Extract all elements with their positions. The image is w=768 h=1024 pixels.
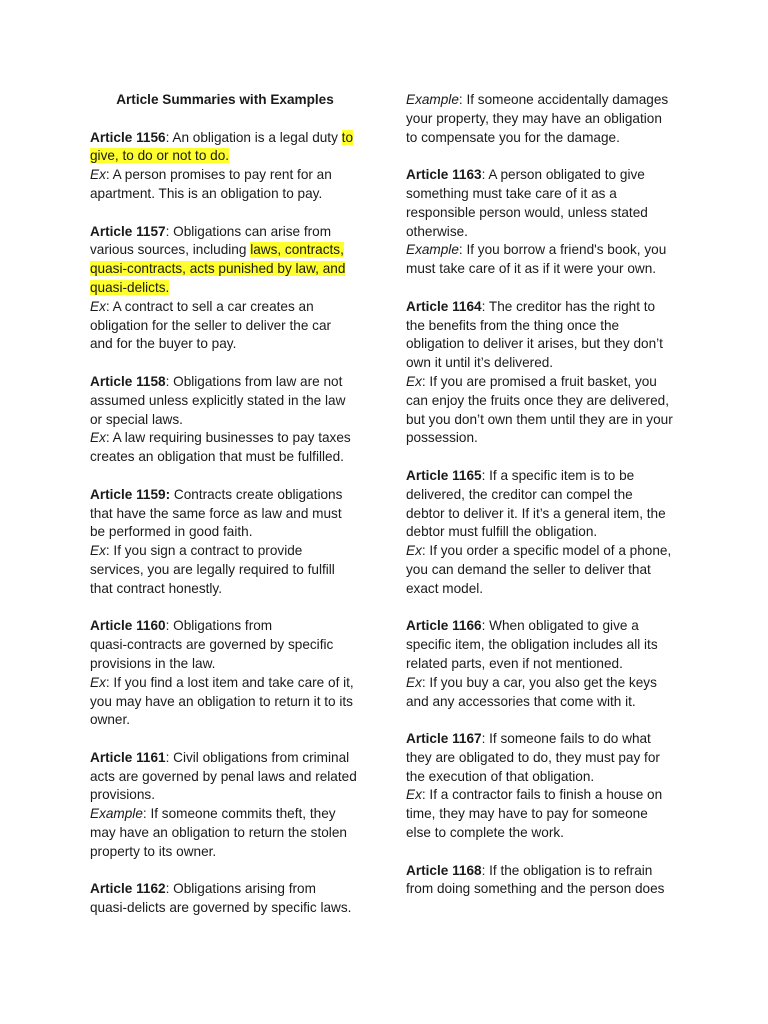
body-text: : An obligation is a legal duty <box>165 129 342 145</box>
body-text: that have the same force as law and must <box>90 505 342 521</box>
text-line <box>90 711 370 730</box>
article-number: Article 1168 <box>406 862 482 878</box>
text-line <box>406 580 686 599</box>
body-text: else to complete the work. <box>406 825 564 841</box>
text-line <box>90 655 370 674</box>
text-line <box>406 260 686 279</box>
body-text: specific item, the obligation includes all its <box>406 637 658 653</box>
text-line <box>90 580 370 599</box>
article-number: Article 1156 <box>90 129 166 145</box>
text-line <box>90 523 370 542</box>
body-text: and any accessories that come with it. <box>406 693 636 709</box>
text-line <box>90 241 370 260</box>
body-text: obligation for the seller to deliver the car <box>90 317 332 333</box>
body-text: your property, they may have an obligation <box>406 110 662 126</box>
body-text: that contract honestly. <box>90 580 222 596</box>
body-text: quasi-contracts are governed by specific <box>90 637 334 653</box>
text-line <box>90 843 370 862</box>
body-text: : If you order a specific model of a phone, <box>421 543 672 559</box>
body-text: but you don’t own them until they are in your <box>406 411 673 427</box>
text-line <box>90 505 370 524</box>
article-paragraph <box>406 91 686 147</box>
example-label: Ex <box>90 674 106 690</box>
text-line <box>406 674 686 693</box>
text-line <box>90 824 370 843</box>
body-text: : Obligations can arise from <box>165 223 332 239</box>
text-line <box>90 260 370 279</box>
text-line <box>406 636 686 655</box>
body-text: can enjoy the fruits once they are delivered, <box>406 392 669 408</box>
body-text: must take care of it as if it were your own. <box>406 261 657 277</box>
article-paragraph <box>90 373 370 467</box>
body-text: : If someone commits theft, they <box>142 806 336 822</box>
text-line <box>90 298 370 317</box>
body-text: property to its owner. <box>90 843 217 859</box>
example-label: Ex <box>406 543 422 559</box>
text-line <box>406 786 686 805</box>
body-text: debtor to deliver it. If it’s a general item, the <box>406 505 666 521</box>
body-text: responsible person would, unless stated <box>406 204 648 220</box>
text-line <box>406 129 686 148</box>
article-number: Article 1166 <box>406 618 482 634</box>
body-text: time, they may have to pay for someone <box>406 806 648 822</box>
body-text: own it until it’s delivered. <box>406 355 554 371</box>
article-number: Article 1167 <box>406 731 482 747</box>
body-text: : A person obligated to give <box>481 167 645 183</box>
text-line <box>406 749 686 768</box>
article-number: Article 1161 <box>90 749 166 765</box>
text-line <box>90 373 370 392</box>
article-paragraph <box>406 166 686 279</box>
body-text: : If someone accidentally damages <box>458 92 669 107</box>
body-text: various sources, including <box>90 242 251 258</box>
body-text: acts are governed by penal laws and related <box>90 768 357 784</box>
text-line <box>90 279 370 298</box>
body-text: : When obligated to give a <box>481 618 639 634</box>
example-label: Ex <box>90 298 106 314</box>
body-text: : If a specific item is to be <box>481 467 635 483</box>
body-text: : If you buy a car, you also get the keys <box>421 674 657 690</box>
article-number: Article 1165 <box>406 467 482 483</box>
highlighted-text: quasi-delicts. <box>90 279 170 295</box>
text-line <box>406 335 686 354</box>
text-line <box>90 129 370 148</box>
left-column <box>90 91 370 937</box>
body-text: they are obligated to do, they must pay for <box>406 749 660 765</box>
example-label: Ex <box>406 373 422 389</box>
body-text: the benefits from the thing once the <box>406 317 620 333</box>
example-label: Ex <box>406 674 422 690</box>
article-paragraph <box>90 129 370 204</box>
article-number: Article 1163 <box>406 167 482 183</box>
article-paragraph <box>90 617 370 730</box>
text-line <box>406 204 686 223</box>
article-number: Article 1162 <box>90 881 166 897</box>
highlighted-text: quasi-contracts, acts punished by law, and <box>90 261 346 277</box>
body-text: Contracts create obligations <box>170 486 343 502</box>
body-text: possession. <box>406 430 478 446</box>
text-line <box>406 411 686 430</box>
text-line <box>90 429 370 448</box>
text-line <box>406 241 686 260</box>
example-label: Ex <box>90 167 106 183</box>
example-label: Ex <box>406 787 422 803</box>
body-text: exact model. <box>406 580 484 596</box>
text-line <box>406 824 686 843</box>
text-line <box>406 486 686 505</box>
body-text: : If you sign a contract to provide <box>105 543 303 559</box>
text-line <box>90 147 370 166</box>
body-text: provisions. <box>90 787 155 803</box>
body-text: : Obligations arising from <box>165 881 316 897</box>
body-text: : If you are promised a fruit basket, you <box>421 373 657 389</box>
body-text: may have an obligation to return the stolen <box>90 825 347 841</box>
body-text: otherwise. <box>406 223 468 239</box>
text-line <box>90 166 370 185</box>
text-line <box>406 110 686 129</box>
text-line <box>90 223 370 242</box>
text-line <box>406 166 686 185</box>
text-line <box>406 373 686 392</box>
example-label: Example <box>90 806 143 822</box>
body-text: something must take care of it as a <box>406 185 617 201</box>
text-line <box>90 486 370 505</box>
text-line <box>406 91 686 110</box>
text-line <box>406 880 686 899</box>
article-paragraph <box>90 880 370 918</box>
example-label: Example <box>406 242 459 258</box>
text-line <box>90 335 370 354</box>
article-number: Article 1157 <box>90 223 166 239</box>
body-text: owner. <box>90 712 131 728</box>
body-text: : Obligations from <box>165 618 273 634</box>
text-line <box>406 185 686 204</box>
body-text: : A contract to sell a car creates an <box>105 298 314 314</box>
body-text: delivered, the creditor can compel the <box>406 486 633 502</box>
body-text: the execution of that obligation. <box>406 768 595 784</box>
text-line <box>406 429 686 448</box>
body-text: : If you borrow a friend's book, you <box>458 242 667 258</box>
text-line <box>406 542 686 561</box>
body-text: provisions in the law. <box>90 655 216 671</box>
text-line <box>406 561 686 580</box>
text-line <box>406 317 686 336</box>
article-number: Article 1160 <box>90 618 166 634</box>
text-line <box>406 862 686 881</box>
text-line <box>406 523 686 542</box>
body-text: : If the obligation is to refrain <box>481 862 653 878</box>
text-line <box>406 805 686 824</box>
text-line <box>406 768 686 787</box>
body-text: : A person promises to pay rent for an <box>105 167 332 183</box>
text-line <box>90 674 370 693</box>
text-line <box>406 467 686 486</box>
body-text: from doing something and the person does <box>406 881 665 897</box>
article-paragraph <box>406 467 686 599</box>
body-text: : A law requiring businesses to pay taxes <box>105 430 351 446</box>
text-line <box>90 693 370 712</box>
highlighted-text: give, to do or not to do. <box>90 148 230 164</box>
text-line <box>90 448 370 467</box>
body-text: : If someone fails to do what <box>481 731 651 747</box>
body-text: : Civil obligations from criminal <box>165 749 350 765</box>
text-line <box>90 185 370 204</box>
article-number: Article 1164 <box>406 298 482 314</box>
article-paragraph <box>90 223 370 355</box>
body-text: assumed unless explicitly stated in the law <box>90 392 346 408</box>
text-line <box>90 411 370 430</box>
article-number: Article 1159: <box>90 486 171 502</box>
text-line <box>90 392 370 411</box>
article-number: Article 1158 <box>90 373 166 389</box>
text-line <box>90 768 370 787</box>
text-line <box>406 392 686 411</box>
example-label: Ex <box>90 543 106 559</box>
highlighted-text: laws, contracts, <box>250 242 344 258</box>
body-text: quasi-delicts are governed by specific laws. <box>90 900 352 916</box>
example-label: Example <box>406 92 459 107</box>
article-paragraph <box>90 486 370 599</box>
text-line <box>406 298 686 317</box>
body-text: creates an obligation that must be fulfilled. <box>90 449 344 465</box>
body-text: obligation to deliver it arises, but they don’t <box>406 336 663 352</box>
document-title: Article Summaries with Examples <box>116 92 334 107</box>
right-articles <box>406 91 686 899</box>
text-line <box>406 354 686 373</box>
body-text: be performed in good faith. <box>90 524 253 540</box>
article-paragraph <box>406 730 686 843</box>
body-text: services, you are legally required to fulfill <box>90 561 335 577</box>
body-text: or special laws. <box>90 411 183 427</box>
text-line <box>406 617 686 636</box>
text-line <box>406 505 686 524</box>
body-text: : The creditor has the right to <box>481 298 656 314</box>
body-text: to compensate you for the damage. <box>406 129 620 145</box>
body-text: : If a contractor fails to finish a house on <box>421 787 663 803</box>
body-text: related parts, even if not mentioned. <box>406 655 623 671</box>
text-line <box>90 805 370 824</box>
body-text: you may have an obligation to return it to its <box>90 693 353 709</box>
text-line <box>90 786 370 805</box>
example-label: Ex <box>90 430 106 446</box>
body-text: apartment. This is an obligation to pay. <box>90 185 323 201</box>
text-line <box>90 542 370 561</box>
text-line <box>406 730 686 749</box>
text-line <box>406 655 686 674</box>
body-text: : If you find a lost item and take care of it, <box>105 674 354 690</box>
article-paragraph <box>90 749 370 862</box>
left-articles <box>90 129 370 918</box>
article-paragraph <box>406 862 686 900</box>
text-line <box>406 693 686 712</box>
article-paragraph <box>406 617 686 711</box>
text-line <box>90 317 370 336</box>
text-line <box>90 749 370 768</box>
text-line <box>90 636 370 655</box>
text-line <box>90 899 370 918</box>
text-line <box>90 561 370 580</box>
article-paragraph <box>406 298 686 448</box>
body-text: and for the buyer to pay. <box>90 336 237 352</box>
body-text: : Obligations from law are not <box>165 373 343 389</box>
text-line <box>90 880 370 899</box>
body-text: you can demand the seller to deliver that <box>406 561 651 577</box>
text-line <box>406 223 686 242</box>
right-column <box>406 91 686 918</box>
body-text: debtor must fulfill the obligation. <box>406 524 598 540</box>
highlighted-text: to <box>341 129 354 145</box>
text-line <box>90 617 370 636</box>
